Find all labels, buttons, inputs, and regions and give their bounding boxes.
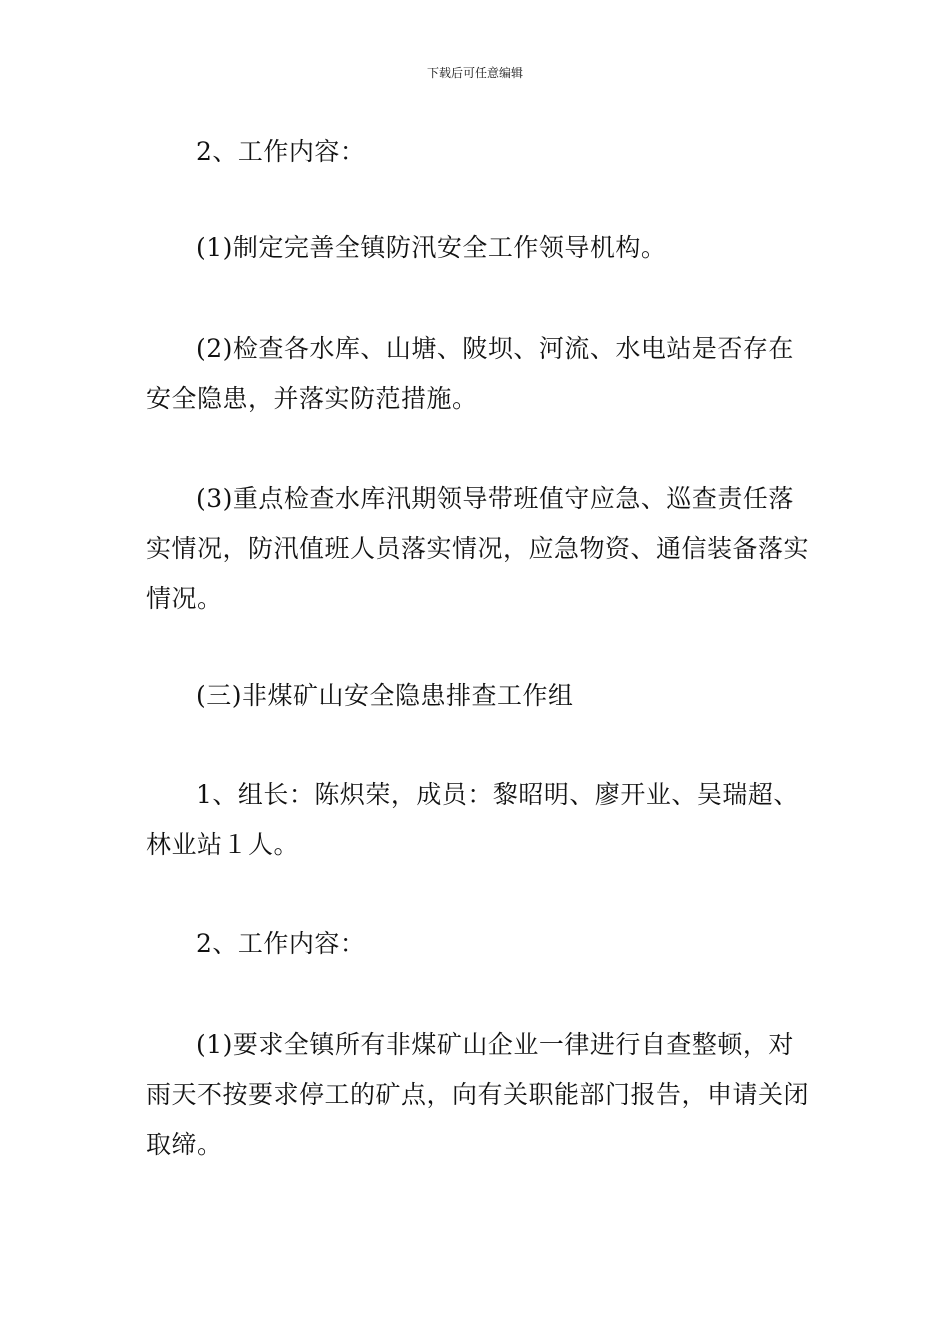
paragraph-group-members: 1、组长：陈炽荣，成员：黎昭明、廖开业、吴瑞超、林业站１人。 (146, 780, 799, 859)
paragraph-work-content-heading: 2、工作内容： (196, 137, 366, 166)
paragraph-item-2: (2)检查各水库、山塘、陂坝、河流、水电站是否存在安全隐患，并落实防范措施。 (146, 334, 794, 413)
paragraph-item-3: (3)重点检查水库汛期领导带班值守应急、巡查责任落实情况，防汛值班人员落实情况，应急物资、通信装备落实情况。 (146, 484, 810, 613)
paragraph-item-1-mines: (1)要求全镇所有非煤矿山企业一律进行自查整顿，对雨天不按要求停工的矿点，向有关职能部门报告，申请关闭取缔。 (146, 1030, 810, 1159)
page-header: 下载后可任意编辑 (426, 66, 523, 80)
paragraph-work-content-heading-2: 2、工作内容： (196, 929, 366, 958)
section-heading-non-coal-mine: (三)非煤矿山安全隐患排查工作组 (196, 681, 574, 710)
paragraph-item-1: (1)制定完善全镇防汛安全工作领导机构。 (196, 233, 667, 262)
